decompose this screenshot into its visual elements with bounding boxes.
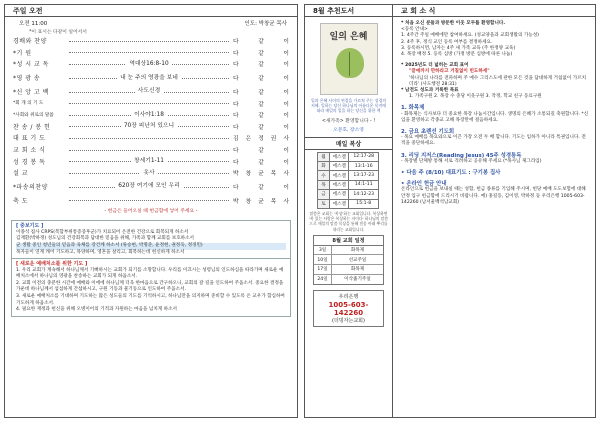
dotted-leader <box>69 41 229 42</box>
order-row <box>5 109 297 121</box>
bible-book: 에스겔 <box>330 190 349 199</box>
prayer-item: 목자들이 연계 캐어 기도하고, 목양하며, 영혼을 살리고, 회복하는데 헌신하게 하소서 <box>16 249 185 255</box>
news-body <box>393 17 595 206</box>
account-number: 1005-603-142260 <box>328 301 369 318</box>
order-content-text: 옷사 <box>140 170 157 176</box>
news-item-body: - 화목제는 식사보다 더 중요한 목장 나눔시간입니다. 생명의 은혜가 소통되길 축원합니다. *신입을 환영하고 각종교 고해 목장만에 걸음하세요. <box>401 111 589 123</box>
revival-item: 4. 필요한 재정과 헌신을 위해 오병이어의 기적과 자원하는 마음을 넘치게 하소서 <box>16 307 177 313</box>
training-goals: 1. 가족구원 2. 목장 수 충당 이웃구원 3. 작정, 학교 친구 동료구원 <box>409 94 542 100</box>
intro-line: 3. 등록하시면, 남자는 4주 새 가족 교육 (주 한정양 교육) <box>401 45 516 51</box>
bible-book: 에스겔 <box>330 162 349 171</box>
dotted-leader <box>69 103 229 104</box>
worship-leader: 인도: 박창균 목사 <box>244 21 287 27</box>
offering-note: - 헌금은 들어오실 때 헌금함에 넣어 주세요 - <box>104 209 198 215</box>
order-presenter: 다 같 이 <box>233 50 289 57</box>
prayer-list <box>16 230 286 256</box>
revival-item: 1. 우리 교회가 계속해서 하나님께서 기뻐하시는 교회가 되기를 소망합니다. 우리를 이끄시는 성령님의 인도하심을 따라가며 새로운 예배처소에서 하나님의 영광을 찬송하는 교회가 되게 하옵소서. <box>16 267 284 280</box>
bible-range: 12:17-28 <box>349 152 379 161</box>
bible-row <box>318 190 379 199</box>
intro-line: 4. 목장 배정 5. 등록 심방 (가정 방문 심방에 따른 나눔) <box>401 52 513 58</box>
order-row <box>5 167 297 179</box>
dotted-leader <box>69 150 229 151</box>
bible-day: 토 <box>318 199 330 208</box>
bible-reading-table <box>317 152 379 209</box>
bank-account: 우리은행 1005-603-142260 (더빙자는교회) <box>313 290 384 327</box>
schedule-row <box>314 265 383 275</box>
motto: "끝에까지 만하라고 거칠없이 빈도하세" <box>409 69 490 75</box>
prayer-item: 군 생활 중인 청년들의 믿음과 육체를 강건케 하소서 (류승현, 박명준, 윤정현, 권정욱, 정경민) <box>16 243 286 250</box>
order-name: *성 시 교 독 <box>13 61 49 69</box>
schedule-table <box>313 235 384 285</box>
order-presenter: 다 같 이 <box>233 39 289 46</box>
motto-reference: '하나님의 나라를 전파하며 주 예수 그리스도에 관한 모든 것을 담대하게 거침없이 가르치더라' (사도행전 28:31) <box>409 75 587 87</box>
order-row <box>5 179 297 195</box>
order-name: *신 앙 고 백 <box>13 89 49 97</box>
intro-line: 1. 4주간 주일 예배에만 참여하세요. (성교양을과 교회생활의 가능성) <box>401 33 539 39</box>
order-content-text: 사도신경 <box>135 88 163 94</box>
order-row <box>5 47 297 59</box>
book-header: 8월 추천도서 <box>305 5 392 17</box>
order-presenter: 다 같 이 <box>233 76 289 83</box>
bible-range: 15:1-8 <box>349 199 379 208</box>
order-name: *기 원 <box>13 49 32 57</box>
bible-row <box>318 152 379 161</box>
order-row <box>5 195 297 207</box>
bible-range: 13:1-16 <box>349 162 379 171</box>
bible-day: 목 <box>318 180 330 189</box>
revival-item: 2. 교회 이전의 충분한 시간에 예배와 이에에 하나님께 더욱 한마음으로 간구하오니, 교회의 갈 길을 인도하여 주옵소서. 중요한 결정을 가운데 하나님께서 섬섬하게 간섭하시고, 구원 기동과 물기동으로 인도하여 주옵소서. <box>16 280 284 293</box>
order-row <box>5 35 297 47</box>
schedule-title: 8월 교회 일정 <box>314 236 383 246</box>
bible-book: 에스겔 <box>330 180 349 189</box>
schedule-date: 10일 <box>314 255 332 264</box>
intro-line: * 처음 오신 분들과 방문한 이웃 모두를 환영합니다. <box>401 21 506 26</box>
news-item-title: 3. 리딩 지저스(Reading Jesus) 45주 성경통독 <box>401 152 522 159</box>
order-presenter: 다 같 이 <box>233 159 289 166</box>
schedule-date: 17일 <box>314 265 332 274</box>
worship-page <box>4 4 298 418</box>
dotted-leader <box>69 52 229 53</box>
order-row <box>5 121 297 133</box>
order-content <box>69 88 229 94</box>
worship-time: 오전 11:00 <box>19 21 48 27</box>
order-name: *영 광 송 <box>13 75 41 83</box>
bible-reading-note: 말씀은 교회는 '복상'하는 교회입니다. 복상하면 '복 있는 사람은 복상하는 자이다' 하나님의 말씀으로 매일의 말씀 묵상을 통해 믿음 아래 뿌리를 내리는 교회입니다. <box>308 210 389 232</box>
book-description: 일과 은혜 사이의 연결을 가르쳐 주는 성경의 지혜. 일하는 당신 하나님의 아름다운 목적에 따라 매일의 일을 하는 당신을 위한 책 <box>310 98 387 114</box>
bible-book: 에스겔 <box>330 171 349 180</box>
bible-day: 수 <box>318 171 330 180</box>
worship-order <box>5 35 297 206</box>
order-presenter: 다 같 이 <box>233 148 289 155</box>
order-name: *회 개 의 기 도 <box>13 101 44 107</box>
order-presenter: 박 창 균 목 사 <box>233 171 289 178</box>
order-row <box>5 70 297 86</box>
bible-row <box>318 180 379 189</box>
intro-line: 2. 4주 후, 정식 교인 등록 여부를 결정하세요. <box>401 39 493 45</box>
schedule-event: 선교주일 <box>348 257 367 263</box>
training-title: * 남전도 성도과 거룩한 목표 <box>401 88 459 94</box>
order-name: 대 표 기 도 <box>13 135 46 143</box>
prayer-box <box>11 220 291 317</box>
order-content-text: 이사야1:18 <box>131 112 167 118</box>
verse-title: * 2025년도 더 넓히는 교회 표어 <box>401 63 469 69</box>
order-name: 찬 송 / 봉 헌 <box>13 123 51 131</box>
worship-title: 주일 오전 <box>5 5 297 17</box>
news-item-title: 2. 금요 초렌선 기도회 <box>401 129 455 136</box>
prayer-item: 김재환(박하정) 성도님의 건강회복과 담대한 믿음을 위해, 가족과 함께 교회를 보호하소서 <box>16 236 194 242</box>
order-presenter: 다 같 이 <box>233 62 289 69</box>
standing-note: *이 표시는 다같이 일어서서 <box>29 30 87 35</box>
order-content <box>69 158 229 164</box>
schedule-row <box>314 275 383 285</box>
revival-list <box>16 268 286 314</box>
dotted-leader <box>69 200 229 201</box>
news-column <box>393 5 595 417</box>
order-content-text: 창세기1-11 <box>131 158 167 164</box>
schedule-event: 화목제 <box>350 248 365 254</box>
intro-line: <등록 안내> <box>401 27 428 33</box>
schedule-event: 화목제 <box>350 267 365 273</box>
schedule-date: 3일 <box>314 246 332 255</box>
schedule-event: 이삭줍기주일 <box>344 277 371 283</box>
order-content <box>69 61 229 67</box>
book-cover-title: 일의 은혜 <box>329 32 368 42</box>
bible-day: 금 <box>318 190 330 199</box>
order-name: 경배와 찬양 <box>13 38 47 46</box>
order-name: 교 회 소 식 <box>13 147 46 155</box>
order-name: 설 교 <box>13 170 28 178</box>
order-row <box>5 132 297 144</box>
order-content-text: 역대상16:8-10 <box>126 61 171 67</box>
bible-range: 14:1-11 <box>349 180 379 189</box>
order-name: *파송의찬양 <box>13 184 48 192</box>
leaf-icon <box>336 48 364 78</box>
news-item-title: • 온라인 헌금 안내 <box>401 181 447 188</box>
order-content <box>69 183 229 189</box>
order-content <box>69 123 229 129</box>
order-row <box>5 155 297 167</box>
order-content-text: 620장 여기에 모인 우리 <box>115 183 182 189</box>
order-name: 축 도 <box>13 197 28 205</box>
revival-title: [ 새로운 예배처소를 위한 기도 ] <box>16 261 88 268</box>
bible-row <box>318 199 379 208</box>
revival-item: 3. 새로운 예배처소를 기대하며 기도하는 많은 성도들의 기도를 기억하시고, 하나님만을 의지하며 준비할 수 있도록 온 교우가 합심하여 기도하게 하옵소서. <box>16 294 285 306</box>
bible-book: 에스겔 <box>330 152 349 161</box>
bible-range: 13:17-23 <box>349 171 379 180</box>
news-item-body: 온라인으로 헌금을 보내실 때는 성함, 헌금 종류를 기입해 주시며, 헌당 예배 도도보험에 대해 안정 입구 헌금함에 드리시기 바랍니다. 예) 홍길동, 김이영, 박하정 등 우리은행 1005-603-142260 (남서울백석남교회) <box>401 187 586 205</box>
order-row <box>5 58 297 70</box>
dotted-leader <box>69 138 229 139</box>
bible-book: 에스겔 <box>330 199 349 208</box>
order-name: *사회와 위로의 말씀 <box>13 112 54 118</box>
order-presenter: 김 은 정 권 사 <box>233 136 289 143</box>
news-header: 교 회 소 식 <box>393 5 595 17</box>
bible-row <box>318 162 379 171</box>
order-row <box>5 86 297 98</box>
order-content <box>69 75 229 81</box>
news-item-title: 1. 화목제 <box>401 105 425 112</box>
schedule-row <box>314 246 383 256</box>
sidebar-column <box>305 5 393 417</box>
news-item-body: - 목장별 단체방 통해 서로 격려하고 공유해 주세요 (*목사님 제그라입) <box>401 158 542 164</box>
order-content-text: 70장 피난처 있으니 <box>121 123 177 129</box>
prayer-title: [ 중보기도 ] <box>16 223 44 230</box>
new-family-welcome: <새가족> 환영합니다 - ! <box>321 118 376 124</box>
order-presenter: 박 창 균 목 사 <box>233 198 289 205</box>
worship-meta <box>5 17 297 27</box>
order-row <box>5 144 297 156</box>
book-cover <box>320 23 378 95</box>
order-content <box>69 112 229 118</box>
bible-day: 월 <box>318 152 330 161</box>
schedule-date: 24일 <box>314 275 332 285</box>
order-presenter: 다 같 이 <box>233 113 289 120</box>
bible-row <box>318 171 379 180</box>
order-presenter: 다 같 이 <box>233 90 289 97</box>
bible-day: 화 <box>318 162 330 171</box>
news-item-body: - 목요 예배를 목요와으로 이끈 가장 오전 두 배 합니다. 기도는 임하가 아니라 특권입니다. 전적을 중단하세요. <box>401 135 586 147</box>
order-content <box>69 170 229 176</box>
welcome-names: 오문호, 장소영 <box>333 127 364 133</box>
order-name: 성 경 봉 독 <box>13 158 46 166</box>
bible-reading-title: 매일 복상 <box>305 137 392 150</box>
order-presenter: 다 같 이 <box>233 101 289 108</box>
order-presenter: 다 같 이 <box>233 124 289 131</box>
news-item-title: • 다음 주 (8/10) 대표기도 : 구기봉 집사 <box>401 170 501 177</box>
order-row <box>5 97 297 109</box>
news-page <box>304 4 596 418</box>
schedule-row <box>314 255 383 265</box>
order-content-text: 내 눈 주의 영광을 보네 <box>117 75 181 81</box>
order-presenter: 다 같 이 <box>233 185 289 192</box>
bible-range: 14:12-23 <box>349 190 379 199</box>
prayer-item: 이종석 집사 CRPS(복합부위통증증후군)가 치료되어 온전한 건강으로 회복되게 하소서 <box>16 229 189 235</box>
